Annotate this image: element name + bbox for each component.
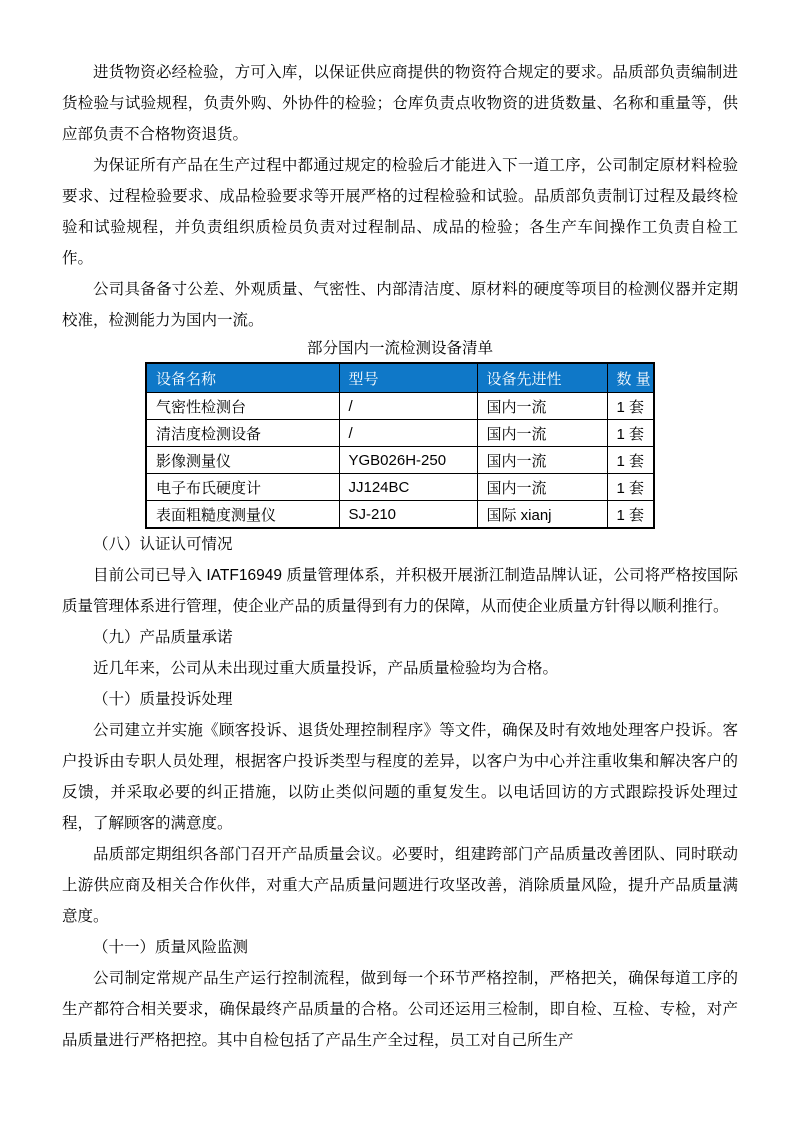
table-cell: 国内一流 xyxy=(477,420,607,447)
paragraph-risk-monitoring: 公司制定常规产品生产运行控制流程，做到每一个环节严格控制，严格把关，确保每道工序的生产都符合相关要求，确保最终产品质量的合格。公司还运用三检制，即自检、互检、专检，对产品质量进行严格把控。其中自检包括了产品生产全过程，员工对自己所生产 xyxy=(62,970,738,1049)
table-cell: 表面粗糙度测量仪 xyxy=(146,501,339,529)
header-cell-device-name: 设备名称 xyxy=(146,363,339,393)
table-row xyxy=(146,474,654,501)
table-row xyxy=(146,501,654,529)
section-heading-complaint-handling: （十）质量投诉处理 xyxy=(93,691,233,708)
table-cell: SJ-210 xyxy=(339,501,477,529)
table-cell: / xyxy=(339,393,477,420)
equipment-table xyxy=(145,362,655,529)
paragraph-quality-commitment: 近几年来，公司从未出现过重大质量投诉，产品质量检验均为合格。 xyxy=(93,660,559,677)
table-row xyxy=(146,393,654,420)
paragraph-incoming-inspection: 进货物资必经检验，方可入库，以保证供应商提供的物资符合规定的要求。品质部负责编制进货检验与试验规程，负责外购、外协件的检验；仓库负责点收物资的进货数量、名称和重量等，供应部负责不合格物资退货。 xyxy=(62,64,738,143)
table-row xyxy=(146,447,654,474)
paragraph-certification: 目前公司已导入 IATF16949 质量管理体系，并积极开展浙江制造品牌认证，公司将严格按国际质量管理体系进行管理，使企业产品的质量得到有力的保障，从而使企业质量方针得以顺利推行。 xyxy=(62,567,738,615)
header-cell-quantity: 数 量 xyxy=(607,363,654,393)
header-cell-advancement: 设备先进性 xyxy=(477,363,607,393)
table-cell: 影像测量仪 xyxy=(146,447,339,474)
table-header-row xyxy=(146,363,654,393)
paragraph-quality-meeting: 品质部定期组织各部门召开产品质量会议。必要时，组建跨部门产品质量改善团队、同时联动上游供应商及相关合作伙伴，对重大产品质量问题进行攻坚改善，消除质量风险，提升产品质量满意度。 xyxy=(62,846,738,925)
table-cell: 1 套 xyxy=(607,393,654,420)
table-cell: 1 套 xyxy=(607,420,654,447)
paragraph-testing-equipment: 公司具备备寸公差、外观质量、气密性、内部清洁度、原材料的硬度等项目的检测仪器并定期校准，检测能力为国内一流。 xyxy=(62,281,738,329)
table-cell: 国内一流 xyxy=(477,393,607,420)
table-cell: 1 套 xyxy=(607,447,654,474)
table-row xyxy=(146,420,654,447)
table-cell: 1 套 xyxy=(607,474,654,501)
table-cell: / xyxy=(339,420,477,447)
table-cell: 1 套 xyxy=(607,501,654,529)
table-cell: YGB026H-250 xyxy=(339,447,477,474)
section-heading-quality-commitment: （九）产品质量承诺 xyxy=(93,629,233,646)
table-cell: 清洁度检测设备 xyxy=(146,420,339,447)
table-cell: 国际 xianj xyxy=(477,501,607,529)
table-cell: 国内一流 xyxy=(477,447,607,474)
paragraph-process-inspection: 为保证所有产品在生产过程中都通过规定的检验后才能进入下一道工序，公司制定原材料检验要求、过程检验要求、成品检验要求等开展严格的过程检验和试验。品质部负责制订过程及最终检验和试验规程，并负责组织质检员负责对过程制品、成品的检验；各生产车间操作工负责自检工作。 xyxy=(62,157,738,267)
section-heading-certification: （八）认证认可情况 xyxy=(93,536,233,553)
table-cell: JJ124BC xyxy=(339,474,477,501)
section-heading-risk-monitoring: （十一）质量风险监测 xyxy=(93,939,249,956)
table-cell: 电子布氏硬度计 xyxy=(146,474,339,501)
header-cell-model: 型号 xyxy=(339,363,477,393)
paragraph-complaint-handling: 公司建立并实施《顾客投诉、退货处理控制程序》等文件，确保及时有效地处理客户投诉。客户投诉由专职人员处理，根据客户投诉类型与程度的差异，以客户为中心并注重收集和解决客户的反馈，并采取必要的纠正措施，以防止类似问题的重复发生。以电话回访的方式跟踪投诉处理过程，了解顾客的满意度。 xyxy=(62,722,738,832)
table-cell: 气密性检测台 xyxy=(146,393,339,420)
table-cell: 国内一流 xyxy=(477,474,607,501)
table-title: 部分国内一流检测设备清单 xyxy=(306,340,493,357)
